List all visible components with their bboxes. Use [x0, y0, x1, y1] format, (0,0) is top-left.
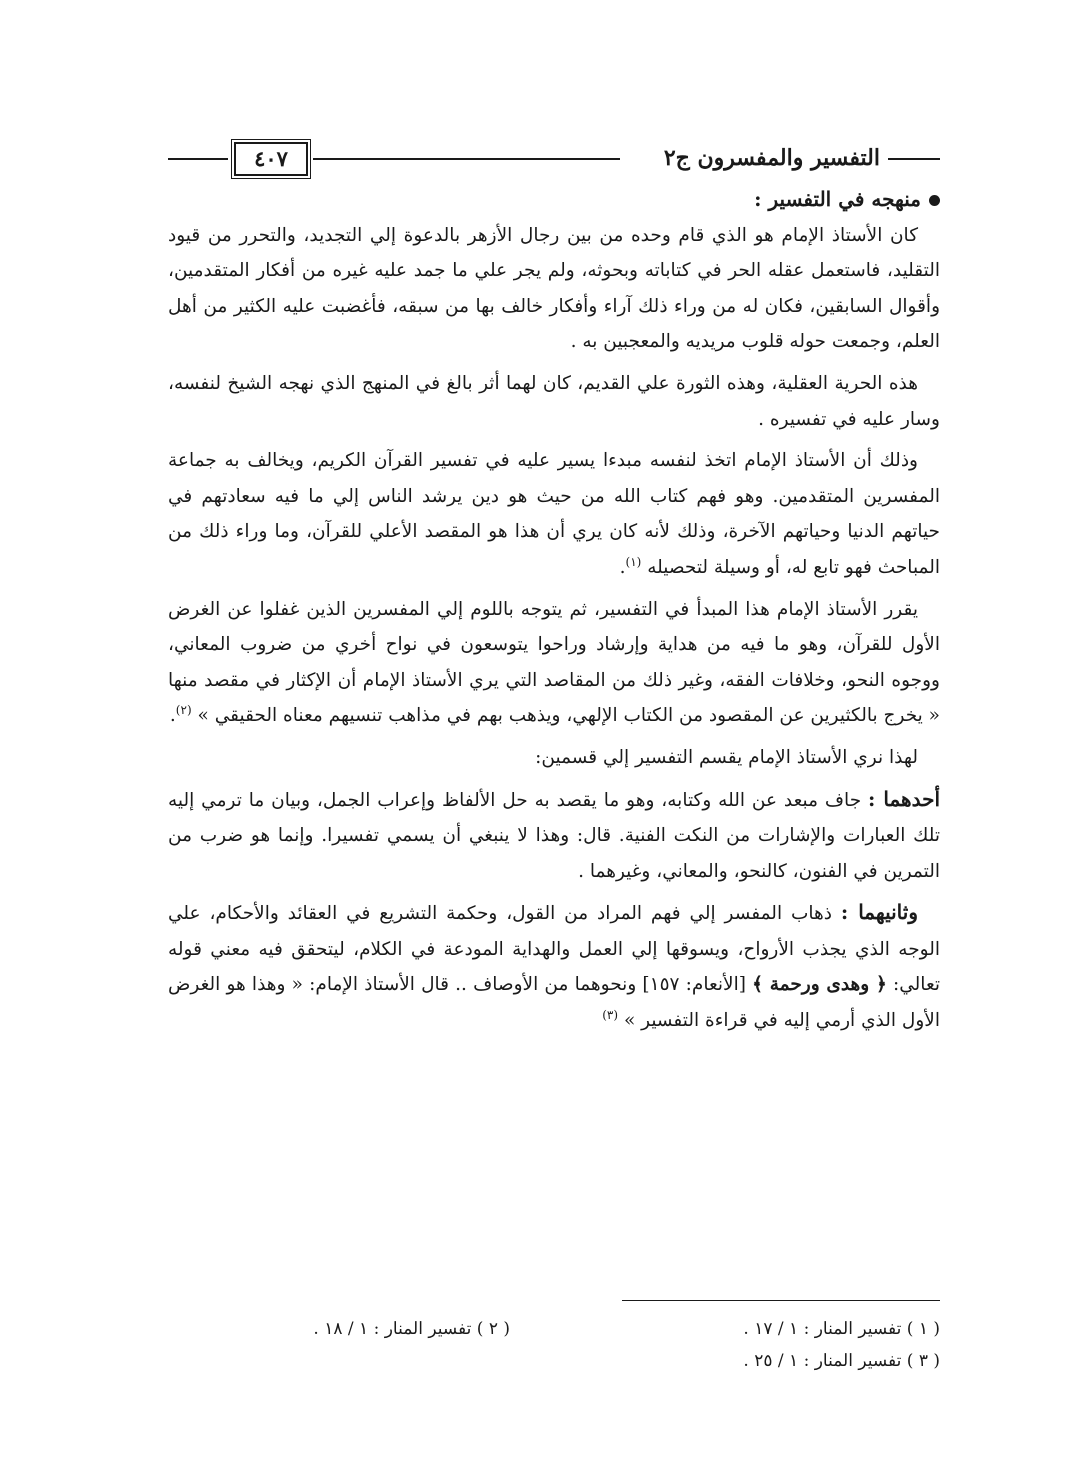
section-heading-text: منهجه في التفسير : [754, 187, 921, 211]
header-rule-middle [313, 158, 620, 160]
footnote-row-1 [168, 1313, 940, 1345]
paragraph-7-text-a: ذهاب المفسر إلي فهم المراد من القول، وحكمة التشريع في العقائد والأحكام، علي الوجه الذي يجذب الأرواح، ويسوقها إلي العمل والهداية المودعة في الكلام، ليتحقق فيه معني قوله تعالي: [168, 903, 941, 996]
footnote-row-2 [168, 1345, 940, 1377]
paragraph-4-end: . [169, 705, 176, 727]
footnotes [168, 1313, 940, 1377]
header-rule-left [168, 158, 228, 160]
paragraph-5: لهذا نري الأستاذ الإمام يقسم التفسير إلي قسمين: [535, 746, 918, 768]
bullet-icon [929, 195, 940, 206]
running-header [168, 138, 940, 178]
footnote-ref-1: (١) [625, 554, 642, 569]
main-text [168, 182, 940, 1045]
paragraph-1: كان الأستاذ الإمام هو الذي قام وحده من بين رجال الأزهر بالدعوة إلي التجديد، والتحرر من قيود التقليد، فاستعمل عقله الحر في كتاباته وبحوثه، ولم يجر علي ما جمد عليه غيره من أفكار المتقدمين، وأقوال السابقين، فكان له من وراء ذلك آراء وأفكار خالف بها من سبقه، فأغضبت عليه الكثير من أهل العلم، وجمعت حوله قلوب مريديه والمعجبين به . [168, 224, 940, 353]
footnote-ref-2: (٢) [175, 703, 192, 718]
section-heading [168, 182, 940, 218]
book-page [168, 138, 940, 1398]
paragraph-6-text: جاف مبعد عن الله وكتابه، وهو ما يقصد به حل الألفاظ وإعراب الجمل، وبيان ما ترمي إليه تلك العبارات والإشارات من النكت الفنية. قال: وهذا لا ينبغي أن يسمي تفسيرا. وإنما هو ضرب من التمرين في الفنون، كالنحو، والمعاني، وغيرهما . [168, 789, 940, 882]
footnote-2: ( ٢ ) تفسير المنار : ١ / ١٨ . [313, 1319, 510, 1339]
paragraph-2: هذه الحرية العقلية، وهذه الثورة علي القديم، كان لهما أثر بالغ في المنهج الذي نهجه الشيخ لنفسه، وسار عليه في تفسيره . [168, 372, 940, 430]
footnote-1: ( ١ ) تفسير المنار : ١ / ١٧ . [743, 1319, 940, 1339]
page-number: ٤٠٧ [234, 142, 308, 176]
quran-verse: ﴿ وهدى ورحمة ﴾ [752, 974, 887, 996]
paragraph-3 [168, 443, 940, 585]
paragraph-6 [168, 782, 940, 890]
paragraph-7 [168, 895, 940, 1038]
footnote-3: ( ٣ ) تفسير المنار : ١ / ٢٥ . [743, 1351, 940, 1371]
footnote-ref-3: (٣) [602, 1007, 619, 1022]
term-first: أحدهما : [868, 786, 941, 811]
footnote-separator [622, 1300, 940, 1301]
paragraph-3-text: وذلك أن الأستاذ الإمام اتخذ لنفسه مبدءا يسير عليه في تفسير القرآن الكريم، ويخالف به جماعة المفسرين المتقدمين. وهو فهم كتاب الله من حيث هو دين يرشد الناس إلي ما فيه سعادتهم في حياتهم الدنيا وحياتهم الآخرة، وذلك لأنه كان يري أن هذا هو المقصد الأعلي للقرآن، وما وراء ذلك من المباحث فهو تابع له، أو وسيلة لتحصيله [168, 450, 940, 578]
header-rule-right [888, 158, 940, 160]
paragraph-4 [168, 592, 940, 734]
paragraph-4-text: يقرر الأستاذ الإمام هذا المبدأ في التفسير، ثم يتوجه باللوم إلي المفسرين الذين غفلوا عن الغرض الأول للقرآن، وهو ما فيه من هداية وإرشاد وراحوا يتوسعون في نواح أخري من ضروب المعاني، ووجوه النحو، وخلافات الفقه، وغير ذلك من المقاصد التي يري الأستاذ الإمام أن الإكثار في مقصد منها « يخرج بالكثيرين عن المقصود من الكتاب الإلهي، ويذهب بهم في مذاهب تنسيهم معناه الحقيقي » [168, 598, 940, 727]
term-second: وثانيهما : [840, 900, 918, 925]
paragraph-7-text-b: [الأنعام: ١٥٧] ونحوهما من الأوصاف .. قال الأستاذ الإمام: « وهذا هو الغرض الأول الذي أرمي إليه في قراءة التفسير » [168, 974, 940, 1032]
header-title: التفسير والمفسرون ج٢ [663, 145, 880, 171]
paragraph-3-end: . [619, 556, 626, 578]
